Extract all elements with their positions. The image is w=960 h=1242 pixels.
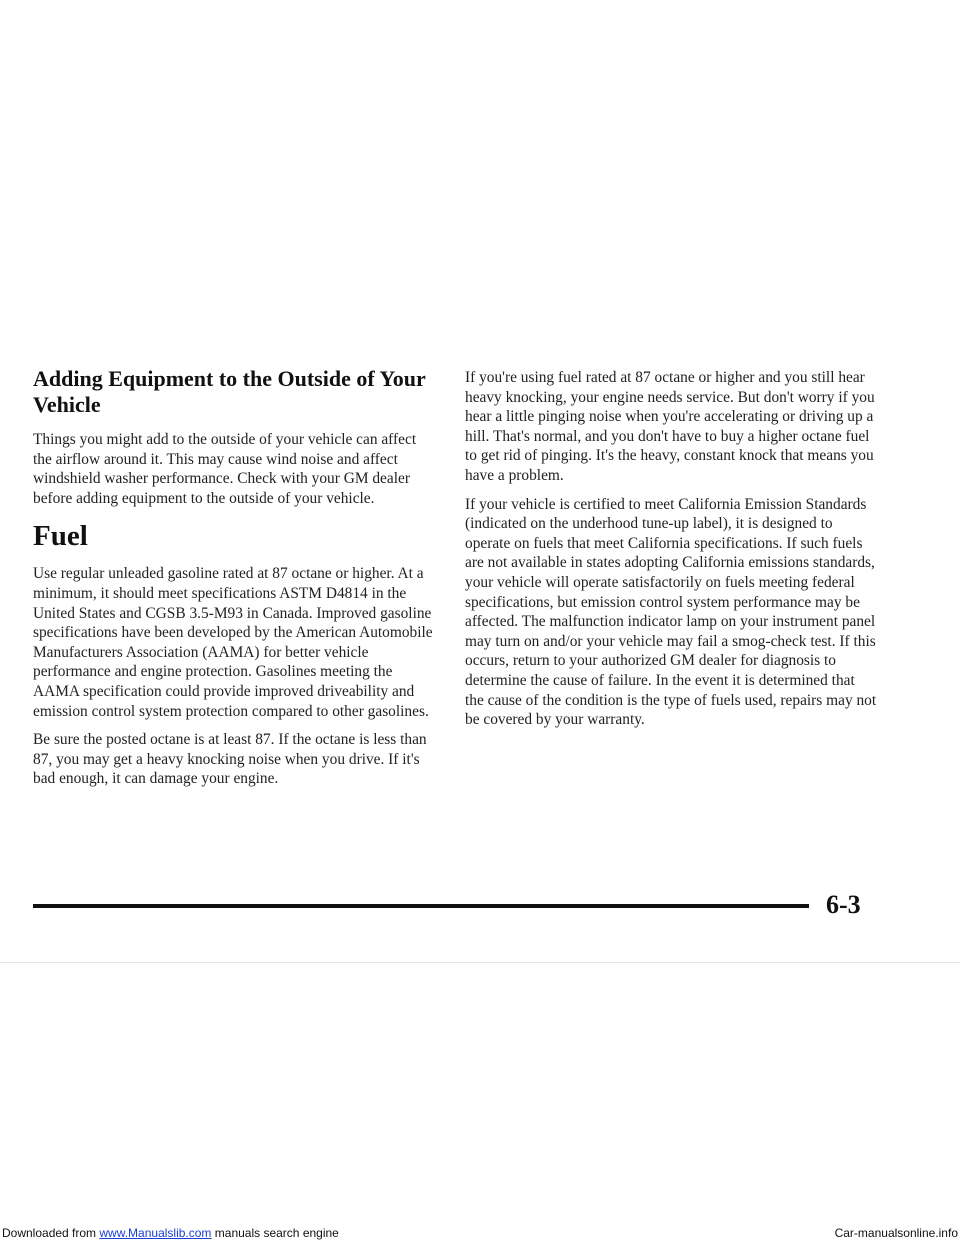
heading-adding-equipment: Adding Equipment to the Outside of Your Vehicle — [33, 366, 426, 417]
knocking-paragraph: If you're using fuel rated at 87 octane or higher and you still hear heavy knocking, your engine needs service. But don't worry if you hear a little pinging noise when you're accelerating or driving up a hill. That's normal, and you don't have to buy a higher octane fuel to get rid of pinging. It's the heavy, constant knock that means you have a problem. — [465, 369, 875, 484]
scan-edge-line — [0, 962, 960, 963]
right-column — [465, 368, 877, 739]
fuel-paragraph-1: Use regular unleaded gasoline rated at 87 octane or higher. At a minimum, it should meet specifications ASTM D4814 in the United States and CGSB 3.5-M93 in Canada. Improved gasoline specifications have been developed by the American Automobile Manufacturers Association (AAMA) for better vehicle performance and engine protection. Gasolines meeting the AAMA specification could provide improved driveability and emission control system protection compared to other gasolines. — [33, 565, 433, 720]
footer-watermark-text: Car-manualsonline.info — [834, 1226, 958, 1240]
footer — [0, 1224, 960, 1242]
left-column — [33, 366, 438, 798]
manualslib-link[interactable]: www.Manualslib.com — [99, 1226, 212, 1240]
footer-suffix: manuals search engine — [211, 1226, 339, 1240]
page-divider-rule — [33, 904, 809, 908]
footer-download-notice — [2, 1225, 339, 1241]
fuel-paragraph-2: Be sure the posted octane is at least 87. If the octane is less than 87, you may get a heavy knocking noise when you drive. If it's bad enough, it can damage your engine. — [33, 731, 427, 788]
california-emission-paragraph: If your vehicle is certified to meet California Emission Standards (indicated on the underhood tune-up label), it is designed to operate on fuels that meet California specifications. If such fuels are not available in states adopting California emissions standards, your vehicle will operate satisfactorily on fuels meeting federal specifications, but emission control system performance may be affected. The malfunction indicator lamp on your instrument panel may turn on and/or your vehicle may fail a smog-check test. If this occurs, return to your authorized GM dealer for diagnosis to determine the cause of failure. In the event it is determined that the cause of the condition is the type of fuels used, repairs may not be covered by your warranty. — [465, 495, 877, 729]
equipment-paragraph: Things you might add to the outside of your vehicle can affect the airflow around it. This may cause wind noise and affect windshield washer performance. Check with your GM dealer before adding equipment to the outside of your vehicle. — [33, 431, 417, 507]
heading-fuel: Fuel — [33, 520, 88, 553]
page-number: 6-3 — [826, 890, 861, 919]
footer-prefix: Downloaded from — [2, 1226, 100, 1240]
